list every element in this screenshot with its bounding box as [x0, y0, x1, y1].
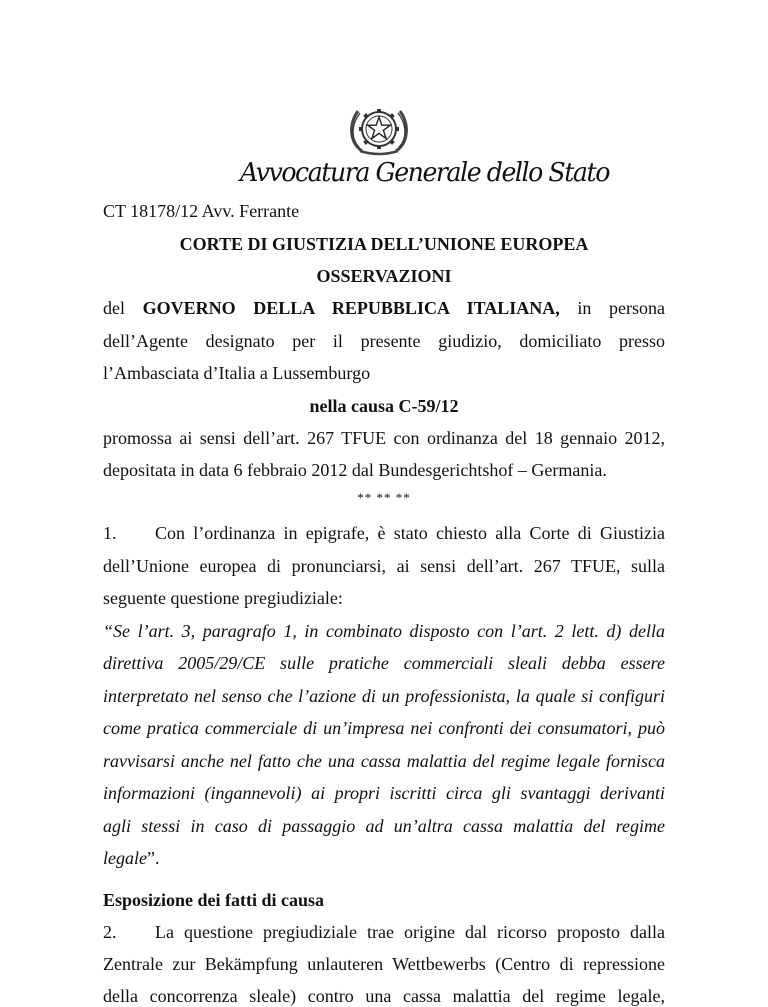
party-name: GOVERNO DELLA REPUBBLICA ITALIANA, [142, 298, 560, 318]
paragraph-1-line-3: seguente questione pregiudiziale: [103, 588, 343, 608]
italian-republic-emblem-icon [342, 99, 416, 159]
party-prefix: del [103, 298, 125, 318]
paragraph-2-number: 2. [103, 922, 117, 942]
paragraph-2-line-1: La questione pregiudiziale trae origine dal ricorso proposto dalla [155, 922, 665, 942]
quote-line-1: “Se l’art. 3, paragrafo 1, in combinato disposto con l’art. 2 lett. d) della [103, 621, 665, 641]
quote-line-7: agli stessi in caso di passaggio ad un’altra cassa malattia del regime [103, 816, 665, 836]
party-line-2: dell’Agente designato per il presente giudizio, domiciliato presso [103, 331, 665, 351]
section-heading: Esposizione dei fatti di causa [103, 890, 325, 910]
paragraph-2-line-3: della concorrenza sleale) contro una cassa malattia del regime legale, [103, 986, 665, 1006]
court-name: CORTE DI GIUSTIZIA DELL’UNIONE EUROPEA [179, 234, 589, 254]
quote-line-6: informazioni (ingannevoli) ai propri iscritti circa gli svantaggi derivanti [103, 783, 665, 803]
paragraph-1-line-2: dell’Unione europea di pronunciarsi, ai sensi dell’art. 267 TFUE, sulla [103, 556, 665, 576]
section-separator: ** ** ** [357, 490, 411, 505]
promoted-line-1: promossa ai sensi dell’art. 267 TFUE con ordinanza del 18 gennaio 2012, [103, 428, 665, 448]
quote-line-4: come pratica commerciale di un’impresa nei confronti dei consumatori, può [103, 718, 665, 738]
document-title: OSSERVAZIONI [316, 266, 452, 286]
paragraph-2-line-2: Zentrale zur Bekämpfung unlauteren Wettbewerbs (Centro di repressione [103, 954, 665, 974]
letterhead-logo-text: Avvocatura Generale dello Stato [240, 158, 609, 188]
quote-line-3: interpretato nel senso che l’azione di un professionista, la quale si configuri [103, 686, 665, 706]
quote-line-8 [103, 847, 159, 869]
case-number: nella causa C-59/12 [309, 396, 459, 416]
quote-line-8-tail: ”. [146, 848, 160, 868]
paragraph-1-line-1: Con l’ordinanza in epigrafe, è stato chiesto alla Corte di Giustizia [155, 523, 665, 543]
paragraph-1-number: 1. [103, 523, 117, 543]
quote-line-5: ravvisarsi anche nel fatto che una cassa malattia del regime legale fornisca [103, 751, 665, 771]
party-line-3: l’Ambasciata d’Italia a Lussemburgo [103, 363, 371, 383]
party-line-1 [103, 297, 665, 319]
quote-line-8-italic: legale [103, 848, 147, 868]
party-suffix: in persona [577, 298, 666, 318]
quote-line-2: direttiva 2005/29/CE sulle pratiche commerciali sleali debba essere [103, 653, 665, 673]
case-reference: CT 18178/12 Avv. Ferrante [103, 201, 300, 221]
promoted-line-2: depositata in data 6 febbraio 2012 dal Bundesgerichtshof – Germania. [103, 460, 607, 480]
